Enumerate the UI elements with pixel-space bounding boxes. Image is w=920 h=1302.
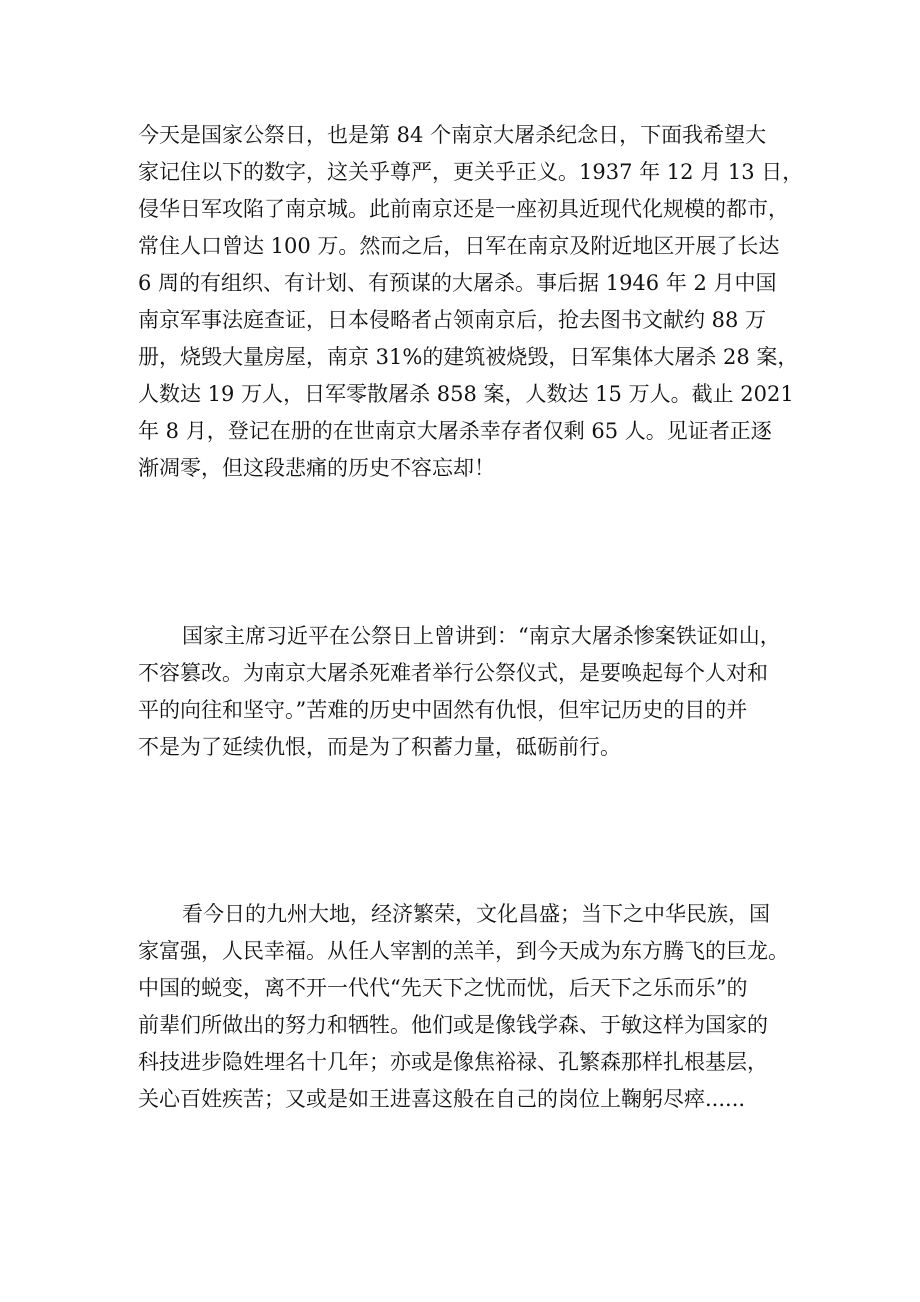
paragraph-line: 国家主席习近平在公祭日上曾讲到：“南京大屠杀惨案铁证如山， xyxy=(182,624,781,648)
paragraph-line: 不容篡改。为南京大屠杀死难者举行公祭仪式，是要唤起每个人对和 xyxy=(138,661,768,685)
paragraph-line: 中国的蜕变，离不开一代代“先天下之忧而忧，后天下之乐而乐”的 xyxy=(138,976,748,1000)
paragraph-line: 册，烧毁大量房屋，南京 31%的建筑被烧毁，日军集体大屠杀 28 案， xyxy=(138,345,799,369)
paragraph-line: 家富强，人民幸福。从任人宰割的羔羊，到今天成为东方腾飞的巨龙。 xyxy=(138,939,789,963)
paragraph-2 xyxy=(138,618,788,766)
paragraph-line: 6 周的有组织、有计划、有预谋的大屠杀。事后据 1946 年 2 月中国 xyxy=(138,271,777,295)
paragraph-line: 家记住以下的数字，这关乎尊严，更关乎正义。1937 年 12 月 13 日， xyxy=(138,160,804,184)
paragraph-line: 南京军事法庭查证，日本侵略者占领南京后，抢去图书文献约 88 万 xyxy=(138,308,767,332)
paragraph-line: 科技进步隐姓埋名十几年；亦或是像焦裕禄、孔繁森那样扎根基层， xyxy=(138,1050,768,1074)
paragraph-line: 侵华日军攻陷了南京城。此前南京还是一座初具近现代化规模的都市， xyxy=(138,197,789,221)
paragraph-3 xyxy=(138,896,788,1118)
paragraph-line: 关心百姓疾苦；又或是如王进喜这般在自己的岗位上鞠躬尽瘁...... xyxy=(138,1087,746,1111)
paragraph-1 xyxy=(138,117,804,487)
paragraph-line: 今天是国家公祭日，也是第 84 个南京大屠杀纪念日，下面我希望大 xyxy=(138,123,767,147)
paragraph-line: 渐凋零，但这段悲痛的历史不容忘却！ xyxy=(138,456,495,480)
paragraph-line: 前辈们所做出的努力和牺牲。他们或是像钱学森、于敏这样为国家的 xyxy=(138,1013,768,1037)
paragraph-line: 看今日的九州大地，经济繁荣，文化昌盛；当下之中华民族，国 xyxy=(182,902,770,926)
paragraph-line: 人数达 19 万人，日军零散屠杀 858 案，人数达 15 万人。截止 2021 xyxy=(138,382,794,406)
paragraph-line: 常住人口曾达 100 万。然而之后，日军在南京及附近地区开展了长达 xyxy=(138,234,780,258)
paragraph-line: 年 8 月，登记在册的在世南京大屠杀幸存者仅剩 65 人。见证者正逐 xyxy=(138,419,772,443)
paragraph-line: 平的向往和坚守。”苦难的历史中固然有仇恨，但牢记历史的目的并 xyxy=(138,698,748,722)
paragraph-line: 不是为了延续仇恨，而是为了积蓄力量，砥砺前行。 xyxy=(138,735,621,759)
